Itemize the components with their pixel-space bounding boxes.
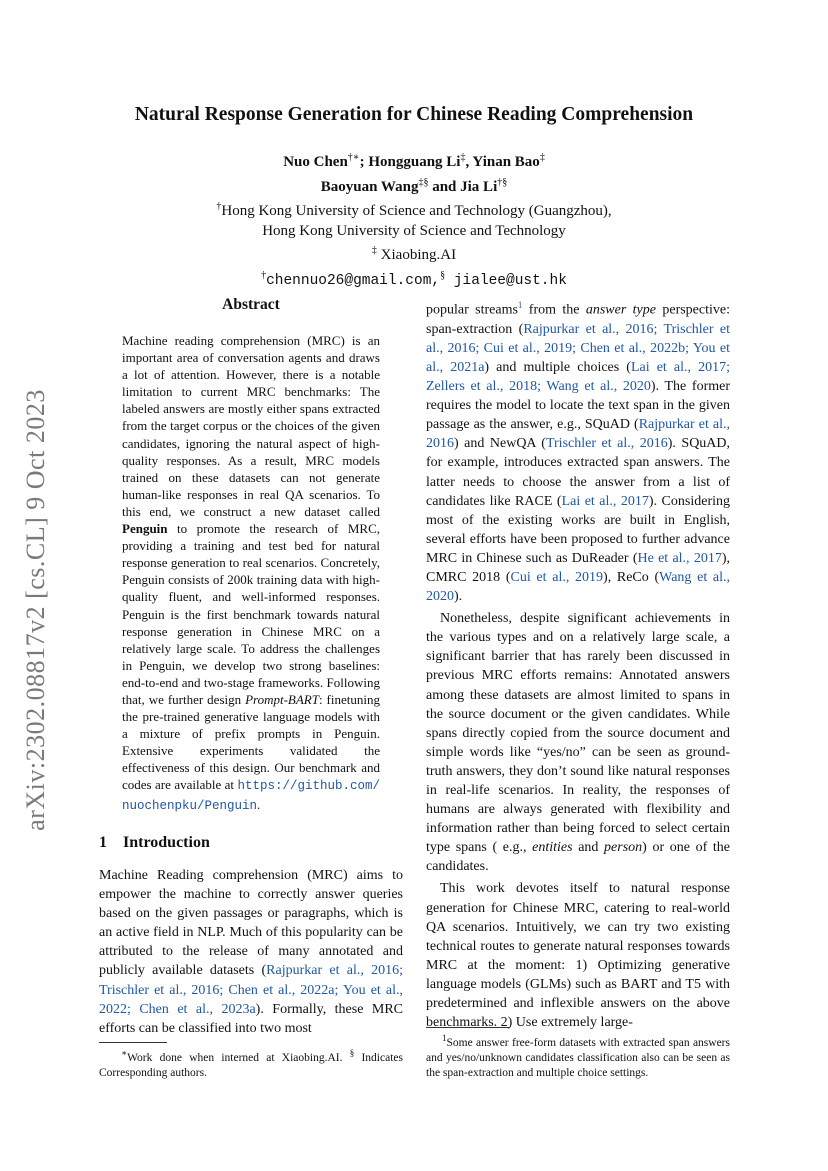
author-line-1 (0, 148, 828, 173)
body-paragraph (426, 879, 730, 1032)
body-text: ). Considering most of the existing works are built in English, several efforts have been proposed to further advance MRC in Chinese such as DuReader ( (426, 493, 731, 566)
author-name: Hongguang Li (368, 154, 461, 170)
author-name: Baoyuan Wang (320, 178, 419, 195)
email-address[interactable]: jialee@ust.hk (445, 272, 567, 289)
citation-link[interactable]: Trischler et al., 2016 (545, 436, 668, 452)
email-sup: † (261, 269, 267, 281)
footnote-text: Indicates Corresponding authors. (99, 1051, 403, 1079)
body-text: ). SQuAD, for example, introduces extracted span answers. The latter needs to choose the answer from a list of candidates like RACE ( (426, 436, 731, 509)
author-emails (0, 266, 828, 291)
author-sup: ‡ (539, 152, 545, 163)
body-text: Machine Reading comprehension (MRC) aims to empower the machine to correctly answer queries based on the given passages or paragraphs, which is an active field in NLP. Much of this popularity can be attributed to the release of many annotated and publicly available datasets ( (99, 868, 403, 979)
footnote-mark: 1 (442, 1033, 447, 1043)
body-text: ). The former requires the model to locate the text span in the given passage as the answer, e.g., SQuAD ( (426, 379, 731, 433)
citation-link[interactable]: Lai et al., 2017; Zellers et al., 2018; Wang et al., 2020 (426, 359, 730, 395)
body-text: and (572, 840, 605, 856)
author-sup: †§ (497, 176, 508, 188)
introduction-paragraph (99, 866, 403, 1038)
body-text: ) and multiple choices ( (484, 359, 631, 375)
affiliation-text: Hong Kong University of Science and Technology (Guangzhou), (221, 203, 612, 219)
abstract-text: to promote the research of MRC, providing a training and test bed for natural response generation to real scenarios. Concretely, Penguin consists of 200k training data with high-quality fluent, and well-informed responses. Penguin is the first benchmark towards natural response generation in Chinese MRC on a relatively large scale. To address the challenges in Penguin, we develop two strong baselines: end-to-end and two-stage frameworks. Following that, we further design (122, 521, 380, 707)
affiliation-1 (0, 197, 828, 222)
author-name: Yinan Bao (472, 154, 540, 170)
footnote-ref[interactable]: 1 (517, 300, 523, 310)
section-title: Introduction (123, 834, 210, 851)
citation-link[interactable]: He et al., 2017 (637, 550, 722, 566)
citation-link[interactable]: Wang et al., 2020 (426, 569, 731, 605)
right-column (426, 296, 730, 1032)
arxiv-sidebar (6, 370, 66, 850)
author-sup: † (347, 152, 353, 163)
citation-link[interactable]: Lai et al., 2017 (561, 493, 649, 509)
author-sep: , (465, 154, 473, 170)
author-sup: ∗ (352, 152, 360, 163)
body-text: from the (522, 302, 586, 318)
abstract-heading: Abstract (222, 296, 280, 313)
emphasis-text: person (604, 840, 643, 856)
body-text: Nonetheless, despite significant achievements in the various types and on a relatively large scale, a significant barrier that has rarely been discussed in previous MRC efforts remains: Annotated answers among these datasets are almost limited to spans in the source document or the given candidates. While spans directly copied from the source document and simple words like “yes/no” can be seen as ground-truth answers, they don’t sound like natural responses in real-life scenarios. In reality, the responses of humans are always generated with flexibility and information rather than being forced to select certain type spans ( e.g., (426, 611, 730, 856)
body-text: ). (454, 589, 463, 605)
abstract-text: Machine reading comprehension (MRC) is an important area of conversation agents and draws a lot of attention. However, there is a notable limitation to current MRC benchmarks: The labeled answers are mostly either spans extracted from the target corpus or the choices of the given candidates, ignoring the natural aspect of high-quality responses. As a result, MRC models trained on these datasets can not generate human-like responses in real QA scenarios. To this end, we construct a new dataset called (122, 333, 380, 519)
footnote-mark: ∗ (121, 1048, 128, 1058)
abstract-text: : finetuning the pre-trained generative language models with a mixture of prefix prompts in Penguin. Extensive experiments validated the effectiveness of this design. Our benchmark and codes are available at (122, 691, 380, 793)
author-sup: ‡§ (418, 176, 429, 188)
citation-link[interactable]: Rajpurkar et al., 2016; Trischler et al., 2016; Cui et al., 2019; Chen et al., 2022b; You et al., 2021a (426, 321, 730, 375)
paper-title: Natural Response Generation for Chinese Reading Comprehension (134, 104, 694, 125)
author-sep: ; (359, 154, 369, 170)
emphasis-text: entities (532, 840, 573, 856)
author-block (0, 148, 828, 291)
footnote-text: Work done when interned at Xiaobing.AI. (127, 1051, 350, 1064)
affiliation-sup: ‡ (371, 245, 377, 256)
body-text: ) and NewQA ( (454, 436, 546, 452)
github-link[interactable]: https://github.com/nuochenpku/Penguin (122, 779, 380, 813)
author-name: Nuo Chen (283, 154, 348, 170)
body-text: perspective: span-extraction ( (426, 302, 730, 337)
body-text: ), ReCo ( (603, 569, 660, 585)
body-text: This work devotes itself to natural response generation for Chinese MRC, catering to real-world QA scenarios. Intuitively, we can try two existing technical routes to generate natural responses towards MRC at the moment: 1) Optimizing generative language models (GLMs) such as BART and T5 with predetermined and inflexible answers on the above benchmarks. 2) Use extremely large- (426, 881, 730, 1031)
email-sup: § (440, 269, 446, 281)
emphasis-text: answer type (585, 302, 656, 318)
footnote-author-note (99, 1046, 403, 1081)
abstract-body (122, 332, 380, 815)
citation-link[interactable]: Rajpurkar et al., 2016 (426, 417, 730, 452)
section-heading-introduction (99, 834, 210, 852)
arxiv-identifier: arXiv:2302.08817v2 [cs.CL] 9 Oct 2023 (21, 389, 50, 831)
affiliation-sup: † (216, 201, 222, 212)
affiliation-text: Xiaobing.AI (376, 247, 457, 263)
body-text: ), CMRC 2018 ( (426, 550, 731, 585)
citation-link[interactable]: Rajpurkar et al., 2016; Trischler et al., 2016; Chen et al., 2022a; You et al., 2022; Chen et al., 2023a (99, 963, 403, 1017)
author-name: Jia Li (460, 178, 498, 195)
footnote-1 (426, 1031, 730, 1081)
author-and: and (428, 178, 461, 195)
affiliation-2: Hong Kong University of Science and Technology (262, 222, 566, 239)
author-sup: ‡ (460, 152, 466, 163)
body-paragraph (426, 296, 730, 606)
footnote-text: Some answer free-form datasets with extracted span answers and yes/no/unknown candidates classification also can be seen as the span-extraction and multiple choice settings. (426, 1036, 730, 1079)
dataset-name: Penguin (122, 521, 168, 537)
affiliation-3 (0, 241, 828, 266)
abstract-text: . (257, 796, 261, 812)
section-number: 1 (99, 834, 107, 851)
body-text: ) or one of the candidates. (426, 840, 731, 875)
author-line-2 (0, 173, 828, 198)
footnote-rule (426, 1027, 510, 1028)
footnote-rule (99, 1042, 167, 1043)
method-name: Prompt-BART (245, 691, 319, 707)
body-text: popular streams (426, 302, 518, 318)
citation-link[interactable]: Cui et al., 2019 (510, 569, 604, 585)
email-address[interactable]: chennuo26@gmail.com, (266, 272, 441, 289)
footnote-mark: § (349, 1048, 355, 1058)
body-text: ). Formally, these MRC efforts can be classified into two most (99, 1001, 403, 1036)
body-paragraph (426, 609, 730, 876)
